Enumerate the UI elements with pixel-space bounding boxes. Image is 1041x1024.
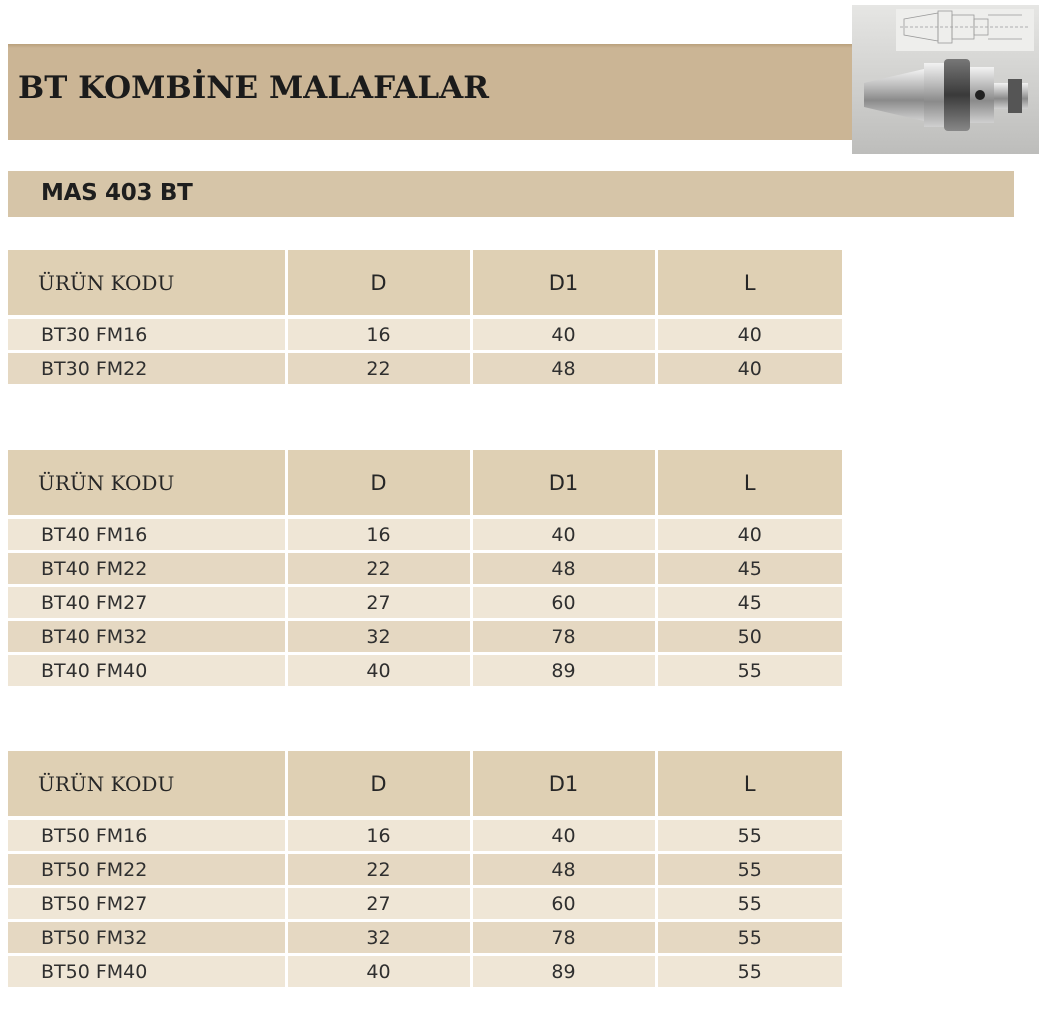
table-row [8, 517, 842, 552]
cell-d: 27 [286, 586, 471, 620]
cell-d: 22 [286, 352, 471, 386]
cell-d: 16 [286, 317, 471, 352]
cell-d1: 48 [471, 352, 656, 386]
page-title: BT KOMBİNE MALAFALAR [18, 70, 490, 106]
table-header-row [8, 450, 842, 517]
table-row [8, 620, 842, 654]
cell-product-code: BT50 FM40 [8, 955, 286, 989]
header-d: D [286, 250, 471, 317]
series-subtitle: MAS 403 BT [41, 180, 193, 206]
table-row [8, 586, 842, 620]
spec-table-bt40 [8, 450, 842, 689]
cell-d1: 78 [471, 620, 656, 654]
table-row [8, 352, 842, 386]
cell-l: 55 [656, 818, 842, 853]
cell-d: 22 [286, 853, 471, 887]
title-band [8, 44, 852, 140]
cell-d: 40 [286, 955, 471, 989]
table-row [8, 955, 842, 989]
cell-product-code: BT50 FM32 [8, 921, 286, 955]
cell-l: 55 [656, 654, 842, 688]
shell-mill-holder-photo [852, 5, 1039, 154]
cell-d: 40 [286, 654, 471, 688]
cell-d1: 89 [471, 654, 656, 688]
cell-d: 32 [286, 620, 471, 654]
cell-d: 16 [286, 818, 471, 853]
cell-d1: 40 [471, 517, 656, 552]
cell-d: 22 [286, 552, 471, 586]
table-row [8, 853, 842, 887]
subtitle-band [8, 171, 1014, 217]
cell-product-code: BT30 FM22 [8, 352, 286, 386]
cell-product-code: BT50 FM27 [8, 887, 286, 921]
table-row [8, 654, 842, 688]
header-product-code: ÜRÜN KODU [8, 250, 286, 317]
cell-d1: 40 [471, 818, 656, 853]
header-l: L [656, 250, 842, 317]
cell-product-code: BT40 FM40 [8, 654, 286, 688]
table-row [8, 887, 842, 921]
spec-table-bt50 [8, 751, 842, 990]
table-row [8, 317, 842, 352]
cell-l: 45 [656, 586, 842, 620]
cell-l: 55 [656, 955, 842, 989]
cell-product-code: BT50 FM16 [8, 818, 286, 853]
table-header-row [8, 751, 842, 818]
cell-l: 40 [656, 352, 842, 386]
cell-d: 32 [286, 921, 471, 955]
cell-d1: 60 [471, 887, 656, 921]
cell-d1: 78 [471, 921, 656, 955]
header-l: L [656, 751, 842, 818]
cell-l: 55 [656, 921, 842, 955]
cell-product-code: BT40 FM22 [8, 552, 286, 586]
cell-product-code: BT50 FM22 [8, 853, 286, 887]
cell-d: 16 [286, 517, 471, 552]
cell-l: 55 [656, 853, 842, 887]
cell-d1: 48 [471, 552, 656, 586]
cell-product-code: BT40 FM27 [8, 586, 286, 620]
header-d1: D1 [471, 751, 656, 818]
header-d: D [286, 751, 471, 818]
cell-product-code: BT30 FM16 [8, 317, 286, 352]
cell-d: 27 [286, 887, 471, 921]
cell-l: 55 [656, 887, 842, 921]
title-band-shade [8, 44, 852, 48]
cell-l: 45 [656, 552, 842, 586]
table-row [8, 818, 842, 853]
header-d1: D1 [471, 250, 656, 317]
shell-mill-holder-icon [852, 5, 1039, 154]
table-row [8, 552, 842, 586]
header-d1: D1 [471, 450, 656, 517]
cell-l: 40 [656, 517, 842, 552]
header-product-code: ÜRÜN KODU [8, 450, 286, 517]
table-row [8, 921, 842, 955]
cell-l: 40 [656, 317, 842, 352]
cell-product-code: BT40 FM32 [8, 620, 286, 654]
spec-table-bt30 [8, 250, 842, 387]
table-header-row [8, 250, 842, 317]
cell-d1: 48 [471, 853, 656, 887]
cell-product-code: BT40 FM16 [8, 517, 286, 552]
cell-d1: 89 [471, 955, 656, 989]
header-product-code: ÜRÜN KODU [8, 751, 286, 818]
cell-l: 50 [656, 620, 842, 654]
cell-d1: 60 [471, 586, 656, 620]
cell-d1: 40 [471, 317, 656, 352]
header-d: D [286, 450, 471, 517]
header-l: L [656, 450, 842, 517]
